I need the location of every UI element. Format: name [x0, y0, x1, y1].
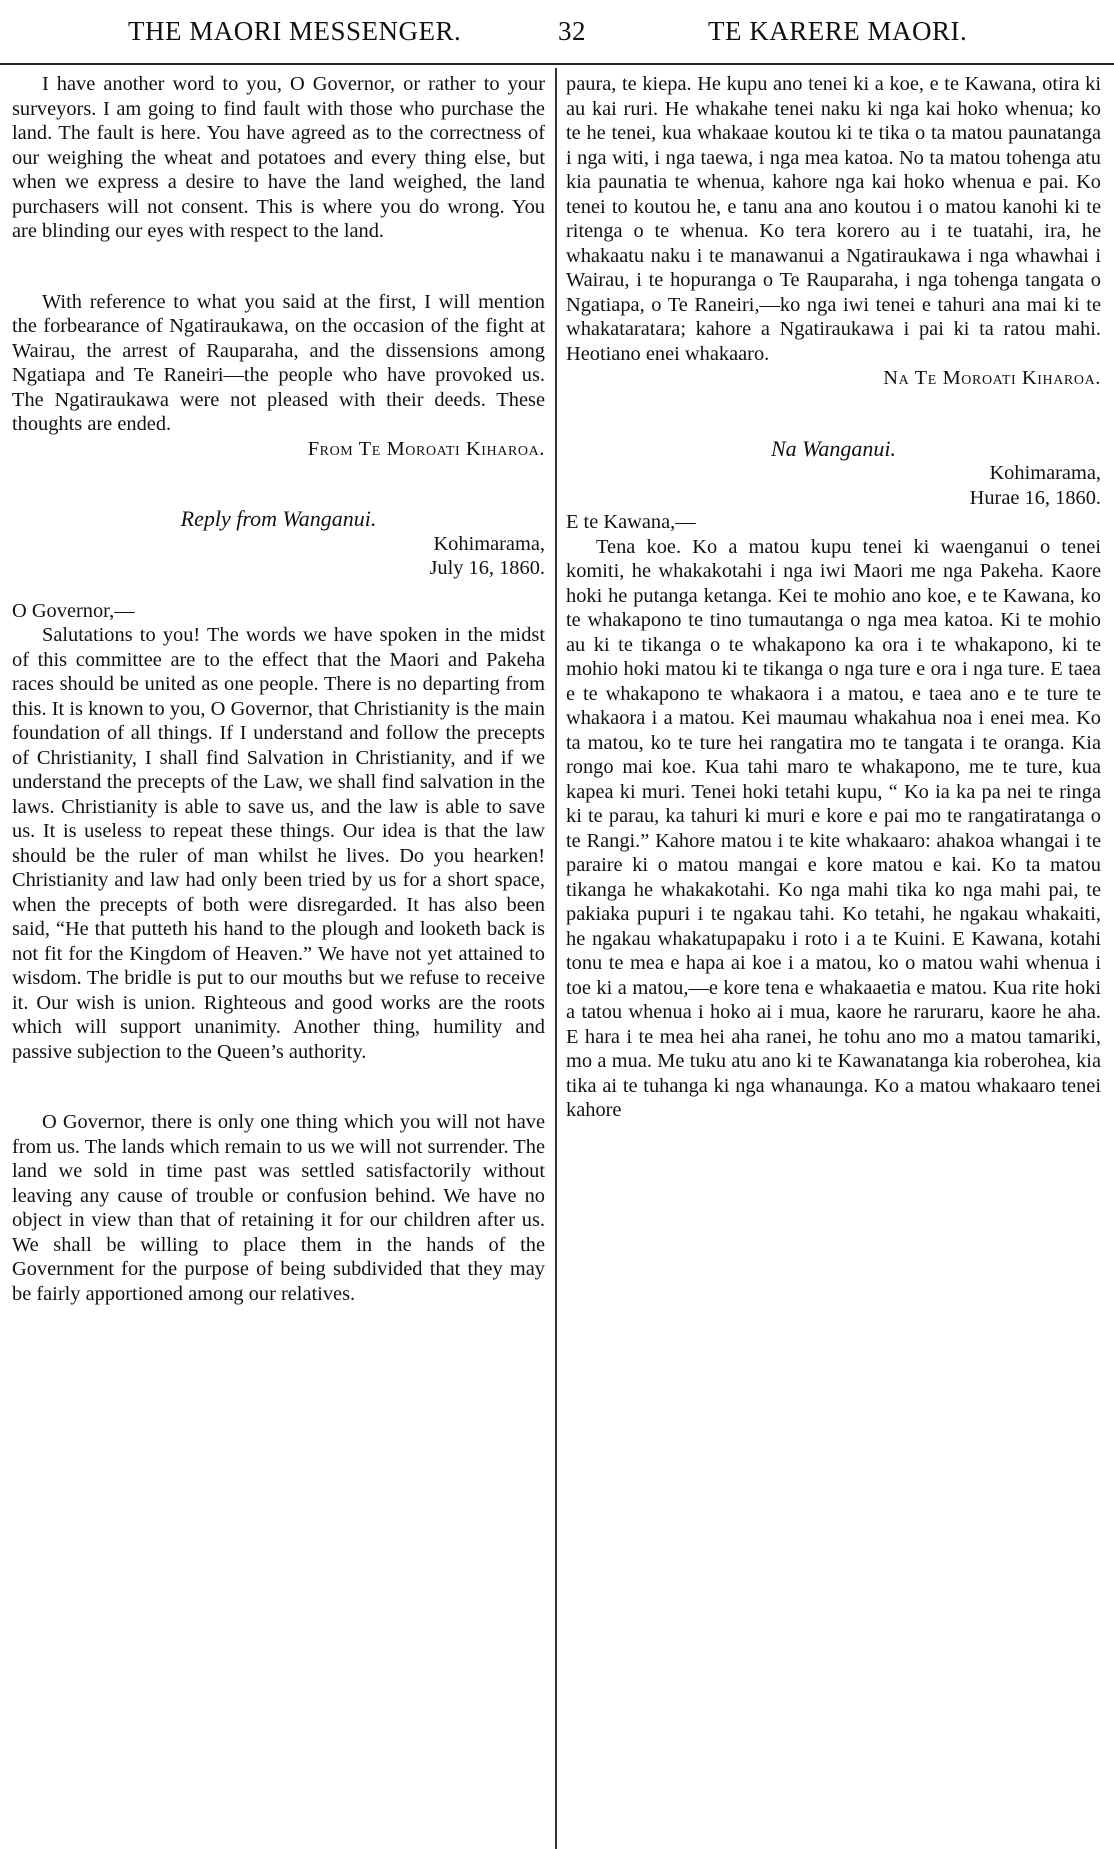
english-paragraph-1: I have another word to you, O Governor, or rather to your surveyors. I am going to find fault with those who purchase the land. The fault is here. You have agreed as to the correctness of our weighing the wheat and potatoes and every thing else, but when we express a desire to have the land weighed, the land purchasers will not consent. This is where you do wrong. You are blinding our eyes with respect to the land. [12, 73, 545, 242]
page-header [10, 6, 1104, 50]
maori-reply-heading-text: Na Wanganui. [770, 435, 897, 461]
maori-paragraph-1: paura, te kiepa. He kupu ano tenei ki a koe, e te Kawana, otira ki au kai ruri. He whakahe tenei naku ki nga kai hoko whenua; ko te he tenei, kua whakaae koutou ki te tika o ta matou paunatanga i nga witi, i nga taewa, i nga mea katoa. No ta matou tohenga atu kia paunatia te whenua, kahore nga kai hoko whenua e pai. Ko tenei to koutou he, e tanu ana ano koutou i o matou kanohi ki te ritenga o te whenua. Ko tera korero au i te tuatahi, ira, he whakaatu naku i te manawanui a Ngatiraukawa i nga whawhai i Wairau, i te hopuranga o Te Rauparaha, i nga tohenga tangata o Ngatiapa, o Te Raneiri,—ko nga iwi tenei e tahuri ana mai ki te whakataratara; kahore a Ngatiraukawa i pai ki ta ratou mahi. Heotiano enei whakaaro. [566, 73, 1101, 365]
header-english-title: THE MAORI MESSENGER. [128, 16, 462, 46]
header-maori-title: TE KARERE MAORI. [708, 16, 968, 46]
english-paragraph-2: With reference to what you said at the first, I will mention the forbearance of Ngatiraukawa, on the occasion of the fight at Wairau, the arrest of Rauparaha, and the dissensions among Ngatiapa and Te Raneiri—the people who have provoked us. The Ngatiraukawa were not pleased with their deeds. These thoughts are ended. [12, 290, 545, 435]
page-number: 32 [558, 16, 586, 46]
maori-reply-heading [566, 437, 1101, 462]
english-paragraph-3: Salutations to you! The words we have spoken in the midst of this committee are to the effect that the Maori and Pakeha races should be united as one people. There is no departing from this. It is known to you, O Governor, that Christianity is the main foundation of all things. If I understand and follow the precepts of Christianity, I shall find Salvation in Christianity, and if we understand the precepts of the Law, we shall find salvation in the laws. Christianity is able to save us, and the law is able to save us. It is useless to repeat these things. Our idea is that the law should be the ruler of man whilst he lives. Do you hearken! Christianity and law had only been tried by us for a short space, when the precepts of both were disregarded. It has also been said, “He that putteth his hand to the plough and looketh back is not fit for the Kingdom of Heaven.” We have not yet attained to wisdom. The bridle is put to our mouths but we refuse to receive it. Our wish is union. Righteous and good works are the roots which will support unanimity. Another thing, humility and passive subjection to the Queen’s authority. [12, 624, 545, 1063]
english-place: Kohimarama, [433, 532, 545, 555]
maori-place: Kohimarama, [989, 462, 1101, 484]
english-reply-heading: Reply from Wanganui. [180, 506, 377, 531]
english-paragraph-4: O Governor, there is only one thing which you will not have from us. The lands which remain to us we will not surrender. The land we sold in time past was settled satisfactorily without leaving any cause of trouble or confusion behind. We have no object in view than that of retaining it for our children after us. We shall be willing to place them in the hands of the Government for the purpose of being subdivided that they may be fairly apportioned among our relatives. [12, 1111, 545, 1305]
english-signature: From Te Moroati Kiharoa. [307, 437, 545, 460]
english-date: July 16, 1860. [429, 557, 545, 579]
column-divider [555, 68, 557, 1849]
maori-signature: Na Te Moroati Kiharoa. [883, 367, 1101, 389]
header-rule [0, 63, 1114, 65]
english-salutation: O Governor,— [12, 599, 135, 622]
english-column [12, 72, 545, 1842]
maori-column [566, 72, 1101, 1842]
maori-salutation: E te Kawana,— [566, 511, 696, 533]
maori-paragraph-2: Tena koe. Ko a matou kupu tenei ki waenganui o tenei komiti, he whakakotahi i nga iwi Maori me nga Pakeha. Kaore hoki he putanga ketanga. Kei te mohio ano koe, e te Kawana, ko te whakapono te tino tumautanga o nga mea katoa. Ki te mohio au ki te tikanga o te whakapono ka ora i te whakapono, ki te mohio hoki matou ki te tikanga o nga ture e ora i nga ture. E taea e te whakapono te whakaora i a matou, e taea ano e te ture te whakaora i a matou. Kei maumau whakahua noa i enei mea. Ko ta matou, ko te ture hei rangatira mo te tangata i te oranga. Kia rongo mai koe. Kua tahi maro te whakapono, me te ture, kua kapea ki muri. Tenei hoki tetahi kupu, “ Ko ia ka pa nei te ringa ki te parau, ka tahuri ki muri e kore e pai mo te rangatiratanga o te Rangi.” Kahore matou i te kite whakaaro: ahakoa whangai i te paraire ki o matou mangai e kore matou e kai. Ko ta matou tikanga he whakakotahi. Ko nga mahi tika ko nga mahi pai, te pakiaka pupuri i te ngakau tahi. Ko tetahi, he ngakau whakaiti, he ngakau whakatupapaku i roto i a te Kuini. E Kawana, kotahi tonu te mea e hapa ai koe i a matou, ko o matou wahi whenua i toe ki a matou,—e kore tena e whakaaetia e matou. Kua rite hoki a tatou whenua i hoko ai i mua, kaore he raruraru, kaore he aha. E hara i te mea hei aha ranei, he tohu ano mo a matou tamariki, mo a mua. Me tuku atu ano ki te Kawanatanga kia roberohea, kia tika ai te tuhanga ki nga whanaunga. Ko a matou whakaaro tenei kahore [566, 535, 1101, 1121]
maori-date: Hurae 16, 1860. [969, 486, 1101, 509]
